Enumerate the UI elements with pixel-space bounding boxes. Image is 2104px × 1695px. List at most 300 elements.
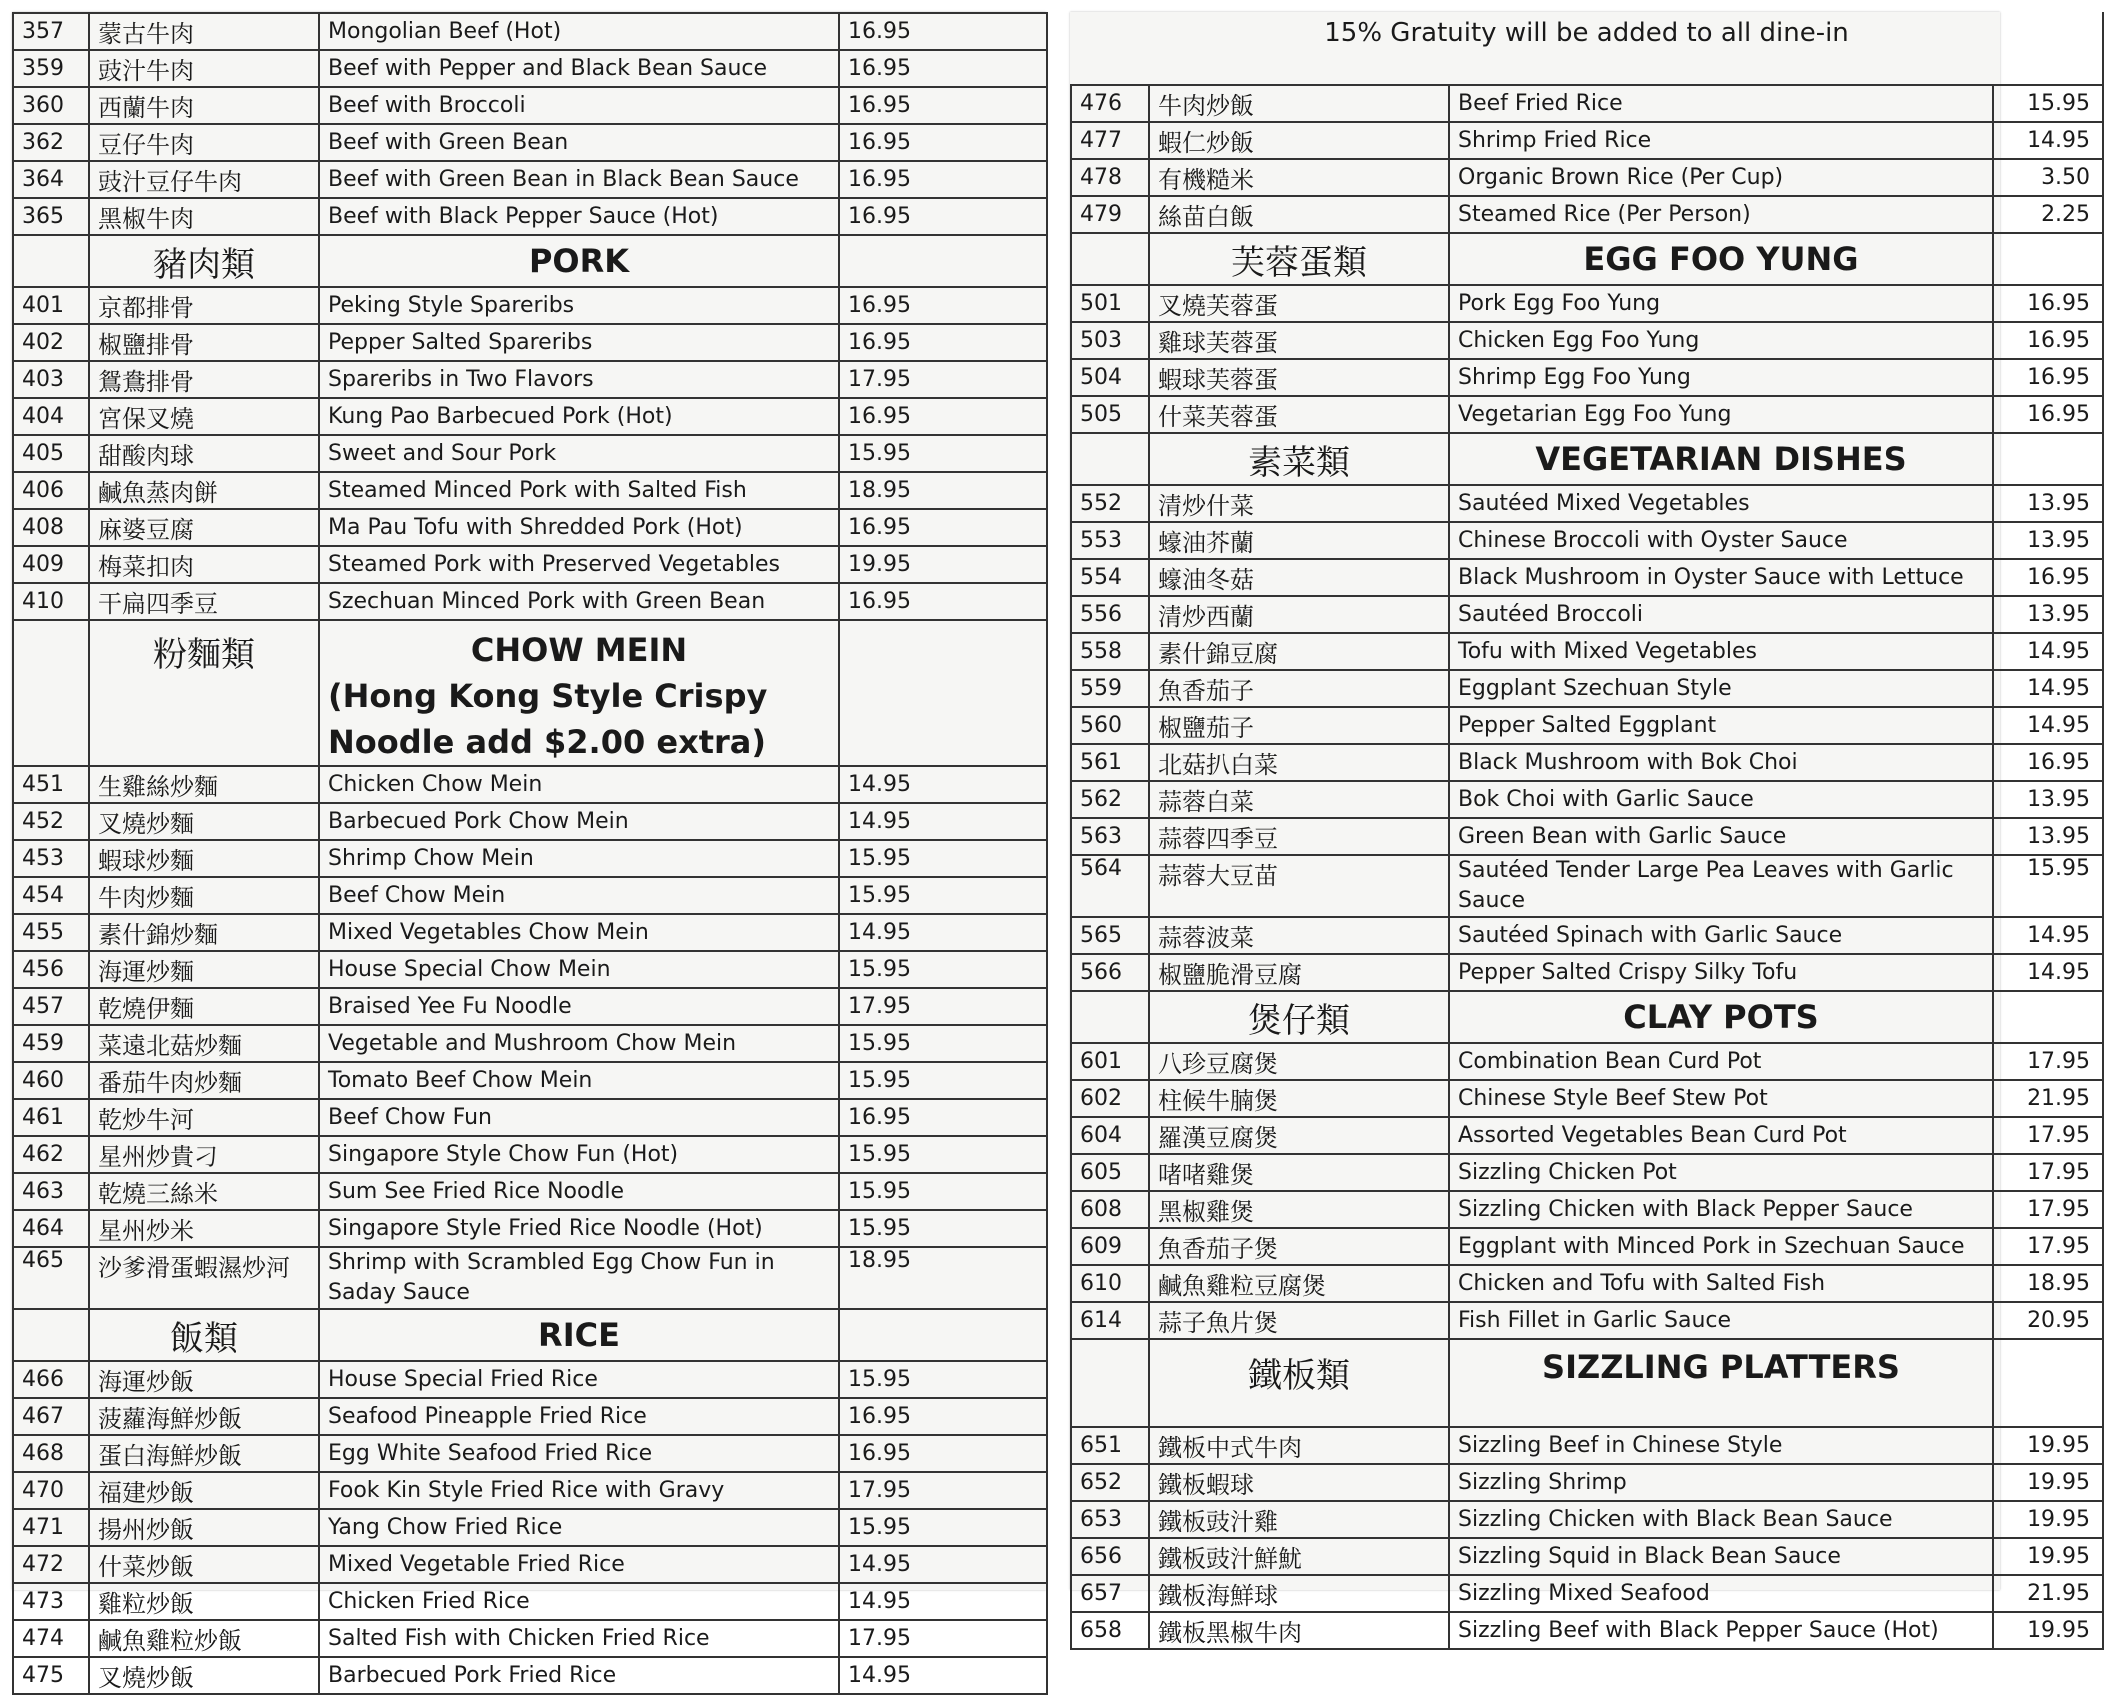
menu-item-row bbox=[1071, 322, 2103, 359]
menu-item-row bbox=[1071, 1612, 2103, 1649]
item-price: 16.95 bbox=[1993, 744, 2103, 781]
item-chinese-name: 鐵板豉汁雞 bbox=[1149, 1501, 1449, 1538]
section-header-blank bbox=[1993, 433, 2103, 485]
menu-item-row bbox=[1071, 1191, 2103, 1228]
item-english-name: Mixed Vegetables Chow Mein bbox=[319, 914, 839, 951]
item-english-name: Mongolian Beef (Hot) bbox=[319, 13, 839, 50]
item-number: 455 bbox=[13, 914, 89, 951]
menu-item-row bbox=[1071, 1043, 2103, 1080]
item-english-name: Sautéed Mixed Vegetables bbox=[1449, 485, 1993, 522]
item-number: 479 bbox=[1071, 196, 1149, 233]
item-price: 17.95 bbox=[839, 1472, 1047, 1509]
item-number: 471 bbox=[13, 1509, 89, 1546]
item-number: 473 bbox=[13, 1583, 89, 1620]
menu-item-row bbox=[1071, 707, 2103, 744]
item-chinese-name: 素什錦豆腐 bbox=[1149, 633, 1449, 670]
section-heading-note: (Hong Kong Style Crispy Noodle add $2.00 extra) bbox=[328, 677, 768, 761]
item-price: 16.95 bbox=[839, 1398, 1047, 1435]
section-heading-english bbox=[1449, 433, 1993, 485]
item-number: 601 bbox=[1071, 1043, 1149, 1080]
item-number: 658 bbox=[1071, 1612, 1149, 1649]
item-price: 16.95 bbox=[839, 124, 1047, 161]
item-english-name: Shrimp Chow Mein bbox=[319, 840, 839, 877]
item-price: 16.95 bbox=[839, 1099, 1047, 1136]
menu-item-row bbox=[1071, 596, 2103, 633]
section-heading-title: CHOW MEIN bbox=[470, 631, 688, 669]
item-price: 15.95 bbox=[839, 435, 1047, 472]
item-english-name: Braised Yee Fu Noodle bbox=[319, 988, 839, 1025]
item-chinese-name: 沙爹滑蛋蝦濕炒河 bbox=[89, 1247, 319, 1309]
menu-item-row bbox=[13, 546, 1047, 583]
item-english-name: Eggplant with Minced Pork in Szechuan Sauce bbox=[1449, 1228, 1993, 1265]
menu-item-row bbox=[13, 766, 1047, 803]
menu-item-row bbox=[1071, 1575, 2103, 1612]
menu-item-row bbox=[13, 1136, 1047, 1173]
item-number: 405 bbox=[13, 435, 89, 472]
item-english-name: Pork Egg Foo Yung bbox=[1449, 285, 1993, 322]
menu-item-row bbox=[1071, 1228, 2103, 1265]
item-english-name: Vegetarian Egg Foo Yung bbox=[1449, 396, 1993, 433]
menu-item-row bbox=[13, 361, 1047, 398]
item-number: 503 bbox=[1071, 322, 1149, 359]
section-heading-title: CLAY POTS bbox=[1623, 998, 1819, 1036]
gratuity-row bbox=[1071, 12, 2103, 85]
item-price: 21.95 bbox=[1993, 1575, 2103, 1612]
item-price: 18.95 bbox=[839, 1247, 1047, 1309]
item-english-name: Beef with Pepper and Black Bean Sauce bbox=[319, 50, 839, 87]
menu-table-left bbox=[12, 12, 1048, 1695]
item-english-name: Sizzling Mixed Seafood bbox=[1449, 1575, 1993, 1612]
item-price: 17.95 bbox=[839, 1620, 1047, 1657]
item-price: 15.95 bbox=[839, 1136, 1047, 1173]
menu-item-row bbox=[1071, 744, 2103, 781]
item-number: 552 bbox=[1071, 485, 1149, 522]
section-header-blank bbox=[1993, 1339, 2103, 1427]
item-price: 16.95 bbox=[839, 13, 1047, 50]
item-english-name: Steamed Rice (Per Person) bbox=[1449, 196, 1993, 233]
item-chinese-name: 絲苗白飯 bbox=[1149, 196, 1449, 233]
menu-item-row bbox=[13, 1657, 1047, 1694]
item-english-name: Combination Bean Curd Pot bbox=[1449, 1043, 1993, 1080]
menu-item-row bbox=[1071, 122, 2103, 159]
menu-item-row bbox=[1071, 1080, 2103, 1117]
item-english-name: Fish Fillet in Garlic Sauce bbox=[1449, 1302, 1993, 1339]
menu-page-right bbox=[1070, 12, 2091, 1647]
item-chinese-name: 蠔油芥蘭 bbox=[1149, 522, 1449, 559]
item-english-name: Spareribs in Two Flavors bbox=[319, 361, 839, 398]
item-price: 19.95 bbox=[1993, 1612, 2103, 1649]
item-chinese-name: 西蘭牛肉 bbox=[89, 87, 319, 124]
item-chinese-name: 雞粒炒飯 bbox=[89, 1583, 319, 1620]
item-price: 13.95 bbox=[1993, 818, 2103, 855]
menu-item-row bbox=[13, 1210, 1047, 1247]
item-number: 558 bbox=[1071, 633, 1149, 670]
menu-item-row bbox=[13, 13, 1047, 50]
item-price: 14.95 bbox=[1993, 633, 2103, 670]
section-header-blank bbox=[13, 1309, 89, 1361]
item-price: 14.95 bbox=[839, 1657, 1047, 1694]
item-english-name: Sizzling Squid in Black Bean Sauce bbox=[1449, 1538, 1993, 1575]
item-chinese-name: 啫啫雞煲 bbox=[1149, 1154, 1449, 1191]
item-chinese-name: 叉燒芙蓉蛋 bbox=[1149, 285, 1449, 322]
item-price: 16.95 bbox=[1993, 559, 2103, 596]
item-number: 409 bbox=[13, 546, 89, 583]
item-chinese-name: 鐵板豉汁鮮魷 bbox=[1149, 1538, 1449, 1575]
section-heading-title: PORK bbox=[528, 242, 630, 280]
menu-item-row bbox=[1071, 196, 2103, 233]
menu-item-row bbox=[1071, 1427, 2103, 1464]
item-price: 19.95 bbox=[839, 546, 1047, 583]
item-number: 402 bbox=[13, 324, 89, 361]
menu-item-row bbox=[13, 1583, 1047, 1620]
item-price: 16.95 bbox=[1993, 396, 2103, 433]
item-number: 403 bbox=[13, 361, 89, 398]
item-number: 404 bbox=[13, 398, 89, 435]
item-chinese-name: 宮保叉燒 bbox=[89, 398, 319, 435]
section-heading-chinese: 煲仔類 bbox=[1149, 991, 1449, 1043]
item-english-name: Beef with Black Pepper Sauce (Hot) bbox=[319, 198, 839, 235]
menu-item-row bbox=[1071, 917, 2103, 954]
item-chinese-name: 椒鹽排骨 bbox=[89, 324, 319, 361]
item-english-name: Eggplant Szechuan Style bbox=[1449, 670, 1993, 707]
item-price: 15.95 bbox=[839, 951, 1047, 988]
item-number: 364 bbox=[13, 161, 89, 198]
item-english-name: Chicken and Tofu with Salted Fish bbox=[1449, 1265, 1993, 1302]
item-chinese-name: 蒜蓉波菜 bbox=[1149, 917, 1449, 954]
section-header-row bbox=[13, 1309, 1047, 1361]
item-chinese-name: 椒鹽茄子 bbox=[1149, 707, 1449, 744]
item-price: 14.95 bbox=[1993, 954, 2103, 991]
item-price: 14.95 bbox=[1993, 707, 2103, 744]
menu-item-row bbox=[1071, 159, 2103, 196]
item-number: 408 bbox=[13, 509, 89, 546]
menu-item-row bbox=[13, 914, 1047, 951]
section-header-blank bbox=[13, 620, 89, 766]
item-chinese-name: 鐵板黑椒牛肉 bbox=[1149, 1612, 1449, 1649]
item-chinese-name: 干扁四季豆 bbox=[89, 583, 319, 620]
item-english-name: Black Mushroom in Oyster Sauce with Lettuce bbox=[1449, 559, 1993, 596]
item-number: 462 bbox=[13, 1136, 89, 1173]
item-chinese-name: 星州炒米 bbox=[89, 1210, 319, 1247]
menu-page-left bbox=[12, 12, 1046, 1692]
item-english-name: Pepper Salted Eggplant bbox=[1449, 707, 1993, 744]
menu-item-row bbox=[13, 509, 1047, 546]
item-price: 17.95 bbox=[1993, 1117, 2103, 1154]
item-number: 614 bbox=[1071, 1302, 1149, 1339]
item-number: 365 bbox=[13, 198, 89, 235]
item-price: 17.95 bbox=[1993, 1228, 2103, 1265]
menu-item-row bbox=[13, 87, 1047, 124]
item-number: 465 bbox=[13, 1247, 89, 1309]
item-number: 454 bbox=[13, 877, 89, 914]
item-number: 652 bbox=[1071, 1464, 1149, 1501]
menu-item-row bbox=[13, 1435, 1047, 1472]
item-number: 609 bbox=[1071, 1228, 1149, 1265]
section-header-blank bbox=[1993, 991, 2103, 1043]
item-chinese-name: 海運炒飯 bbox=[89, 1361, 319, 1398]
menu-item-row bbox=[13, 472, 1047, 509]
item-chinese-name: 蒜蓉白菜 bbox=[1149, 781, 1449, 818]
item-number: 401 bbox=[13, 287, 89, 324]
item-english-name: Green Bean with Garlic Sauce bbox=[1449, 818, 1993, 855]
item-chinese-name: 蛋白海鮮炒飯 bbox=[89, 1435, 319, 1472]
item-chinese-name: 蒜子魚片煲 bbox=[1149, 1302, 1449, 1339]
section-header-row bbox=[13, 620, 1047, 766]
menu-item-row bbox=[13, 1546, 1047, 1583]
item-price: 15.95 bbox=[1993, 855, 2103, 917]
item-number: 605 bbox=[1071, 1154, 1149, 1191]
item-number: 477 bbox=[1071, 122, 1149, 159]
item-chinese-name: 有機糙米 bbox=[1149, 159, 1449, 196]
item-chinese-name: 福建炒飯 bbox=[89, 1472, 319, 1509]
section-header-blank bbox=[839, 620, 1047, 766]
item-number: 472 bbox=[13, 1546, 89, 1583]
item-english-name: Chicken Fried Rice bbox=[319, 1583, 839, 1620]
item-number: 651 bbox=[1071, 1427, 1149, 1464]
item-number: 474 bbox=[13, 1620, 89, 1657]
menu-item-row bbox=[1071, 633, 2103, 670]
item-number: 451 bbox=[13, 766, 89, 803]
item-english-name: Sautéed Spinach with Garlic Sauce bbox=[1449, 917, 1993, 954]
item-chinese-name: 蝦仁炒飯 bbox=[1149, 122, 1449, 159]
menu-item-row bbox=[1071, 85, 2103, 122]
menu-item-row bbox=[13, 840, 1047, 877]
gratuity-note: 15% Gratuity will be added to all dine-in bbox=[1071, 12, 2103, 85]
item-english-name: Kung Pao Barbecued Pork (Hot) bbox=[319, 398, 839, 435]
item-chinese-name: 叉燒炒飯 bbox=[89, 1657, 319, 1694]
item-english-name: Chinese Broccoli with Oyster Sauce bbox=[1449, 522, 1993, 559]
item-english-name: Shrimp with Scrambled Egg Chow Fun in Saday Sauce bbox=[319, 1247, 839, 1309]
item-chinese-name: 乾炒牛河 bbox=[89, 1099, 319, 1136]
item-price: 15.95 bbox=[839, 877, 1047, 914]
section-header-row bbox=[1071, 433, 2103, 485]
item-number: 468 bbox=[13, 1435, 89, 1472]
section-header-row bbox=[1071, 1339, 2103, 1427]
item-chinese-name: 海運炒麵 bbox=[89, 951, 319, 988]
item-price: 16.95 bbox=[839, 287, 1047, 324]
item-number: 463 bbox=[13, 1173, 89, 1210]
item-number: 461 bbox=[13, 1099, 89, 1136]
item-english-name: Pepper Salted Spareribs bbox=[319, 324, 839, 361]
item-chinese-name: 柱候牛腩煲 bbox=[1149, 1080, 1449, 1117]
item-english-name: Beef Chow Mein bbox=[319, 877, 839, 914]
menu-item-row bbox=[1071, 954, 2103, 991]
menu-item-row bbox=[13, 50, 1047, 87]
menu-item-row bbox=[13, 435, 1047, 472]
item-price: 13.95 bbox=[1993, 522, 2103, 559]
item-english-name: Barbecued Pork Fried Rice bbox=[319, 1657, 839, 1694]
item-chinese-name: 乾燒伊麵 bbox=[89, 988, 319, 1025]
item-number: 357 bbox=[13, 13, 89, 50]
item-price: 2.25 bbox=[1993, 196, 2103, 233]
menu-item-row bbox=[1071, 855, 2103, 917]
item-price: 15.95 bbox=[839, 1361, 1047, 1398]
item-price: 20.95 bbox=[1993, 1302, 2103, 1339]
item-chinese-name: 番茄牛肉炒麵 bbox=[89, 1062, 319, 1099]
menu-item-row bbox=[13, 124, 1047, 161]
section-heading-chinese: 豬肉類 bbox=[89, 235, 319, 287]
item-number: 475 bbox=[13, 1657, 89, 1694]
menu-item-row bbox=[13, 161, 1047, 198]
item-price: 16.95 bbox=[839, 398, 1047, 435]
menu-item-row bbox=[13, 1099, 1047, 1136]
section-heading-chinese: 芙蓉蛋類 bbox=[1149, 233, 1449, 285]
menu-item-row bbox=[1071, 559, 2103, 596]
item-number: 566 bbox=[1071, 954, 1149, 991]
item-price: 21.95 bbox=[1993, 1080, 2103, 1117]
item-english-name: Shrimp Fried Rice bbox=[1449, 122, 1993, 159]
item-price: 14.95 bbox=[839, 803, 1047, 840]
item-number: 602 bbox=[1071, 1080, 1149, 1117]
item-chinese-name: 蝦球芙蓉蛋 bbox=[1149, 359, 1449, 396]
item-number: 410 bbox=[13, 583, 89, 620]
item-english-name: Mixed Vegetable Fried Rice bbox=[319, 1546, 839, 1583]
item-english-name: Beef with Green Bean bbox=[319, 124, 839, 161]
item-price: 16.95 bbox=[839, 583, 1047, 620]
section-header-row bbox=[1071, 233, 2103, 285]
menu-item-row bbox=[13, 198, 1047, 235]
item-price: 14.95 bbox=[839, 1583, 1047, 1620]
menu-item-row bbox=[1071, 818, 2103, 855]
menu-item-row bbox=[13, 1509, 1047, 1546]
item-chinese-name: 魚香茄子 bbox=[1149, 670, 1449, 707]
item-english-name: Black Mushroom with Bok Choi bbox=[1449, 744, 1993, 781]
item-chinese-name: 什菜芙蓉蛋 bbox=[1149, 396, 1449, 433]
item-chinese-name: 蒜蓉大豆苗 bbox=[1149, 855, 1449, 917]
section-heading-chinese: 飯類 bbox=[89, 1309, 319, 1361]
item-english-name: Beef with Green Bean in Black Bean Sauce bbox=[319, 161, 839, 198]
item-english-name: Sizzling Beef with Black Pepper Sauce (Hot) bbox=[1449, 1612, 1993, 1649]
section-heading-english bbox=[1449, 233, 1993, 285]
item-chinese-name: 叉燒炒麵 bbox=[89, 803, 319, 840]
item-price: 13.95 bbox=[1993, 596, 2103, 633]
item-english-name: Vegetable and Mushroom Chow Mein bbox=[319, 1025, 839, 1062]
section-header-blank bbox=[1071, 433, 1149, 485]
menu-item-row bbox=[1071, 1501, 2103, 1538]
item-price: 16.95 bbox=[839, 161, 1047, 198]
item-chinese-name: 牛肉炒麵 bbox=[89, 877, 319, 914]
section-heading-title: VEGETARIAN DISHES bbox=[1535, 440, 1907, 478]
item-price: 14.95 bbox=[839, 1546, 1047, 1583]
item-price: 18.95 bbox=[1993, 1265, 2103, 1302]
item-price: 15.95 bbox=[1993, 85, 2103, 122]
item-price: 18.95 bbox=[839, 472, 1047, 509]
item-number: 561 bbox=[1071, 744, 1149, 781]
item-chinese-name: 麻婆豆腐 bbox=[89, 509, 319, 546]
menu-item-row bbox=[13, 1620, 1047, 1657]
item-price: 16.95 bbox=[839, 509, 1047, 546]
item-number: 460 bbox=[13, 1062, 89, 1099]
item-number: 406 bbox=[13, 472, 89, 509]
section-header-blank bbox=[1071, 991, 1149, 1043]
item-chinese-name: 蒜蓉四季豆 bbox=[1149, 818, 1449, 855]
item-chinese-name: 鹹魚蒸肉餅 bbox=[89, 472, 319, 509]
item-english-name: Singapore Style Fried Rice Noodle (Hot) bbox=[319, 1210, 839, 1247]
item-english-name: Chicken Egg Foo Yung bbox=[1449, 322, 1993, 359]
item-number: 505 bbox=[1071, 396, 1149, 433]
item-number: 359 bbox=[13, 50, 89, 87]
item-english-name: Peking Style Spareribs bbox=[319, 287, 839, 324]
item-price: 13.95 bbox=[1993, 485, 2103, 522]
item-chinese-name: 梅菜扣肉 bbox=[89, 546, 319, 583]
item-price: 19.95 bbox=[1993, 1501, 2103, 1538]
item-english-name: Beef Chow Fun bbox=[319, 1099, 839, 1136]
item-price: 17.95 bbox=[1993, 1154, 2103, 1191]
item-number: 564 bbox=[1071, 855, 1149, 917]
item-chinese-name: 羅漢豆腐煲 bbox=[1149, 1117, 1449, 1154]
section-heading-english bbox=[319, 620, 839, 766]
item-price: 19.95 bbox=[1993, 1538, 2103, 1575]
menu-item-row bbox=[1071, 285, 2103, 322]
item-english-name: Steamed Minced Pork with Salted Fish bbox=[319, 472, 839, 509]
item-english-name: Assorted Vegetables Bean Curd Pot bbox=[1449, 1117, 1993, 1154]
menu-item-row bbox=[1071, 485, 2103, 522]
menu-item-row bbox=[13, 803, 1047, 840]
item-chinese-name: 黑椒雞煲 bbox=[1149, 1191, 1449, 1228]
item-chinese-name: 鴛鴦排骨 bbox=[89, 361, 319, 398]
item-number: 657 bbox=[1071, 1575, 1149, 1612]
menu-item-row bbox=[13, 1247, 1047, 1309]
item-chinese-name: 鐵板蝦球 bbox=[1149, 1464, 1449, 1501]
menu-item-row bbox=[13, 877, 1047, 914]
item-number: 464 bbox=[13, 1210, 89, 1247]
menu-item-row bbox=[13, 1472, 1047, 1509]
item-number: 604 bbox=[1071, 1117, 1149, 1154]
item-price: 15.95 bbox=[839, 1173, 1047, 1210]
item-english-name: Barbecued Pork Chow Mein bbox=[319, 803, 839, 840]
menu-table-right bbox=[1070, 12, 2104, 1650]
item-chinese-name: 蠔油冬菇 bbox=[1149, 559, 1449, 596]
item-price: 16.95 bbox=[1993, 285, 2103, 322]
item-price: 16.95 bbox=[839, 198, 1047, 235]
section-header-blank bbox=[1071, 1339, 1149, 1427]
item-english-name: Ma Pau Tofu with Shredded Pork (Hot) bbox=[319, 509, 839, 546]
item-number: 656 bbox=[1071, 1538, 1149, 1575]
item-number: 453 bbox=[13, 840, 89, 877]
menu-item-row bbox=[13, 1398, 1047, 1435]
item-price: 17.95 bbox=[1993, 1191, 2103, 1228]
menu-item-row bbox=[13, 1025, 1047, 1062]
item-number: 653 bbox=[1071, 1501, 1149, 1538]
menu-item-row bbox=[13, 398, 1047, 435]
item-english-name: Salted Fish with Chicken Fried Rice bbox=[319, 1620, 839, 1657]
item-english-name: Sweet and Sour Pork bbox=[319, 435, 839, 472]
item-number: 501 bbox=[1071, 285, 1149, 322]
item-number: 457 bbox=[13, 988, 89, 1025]
item-price: 15.95 bbox=[839, 1062, 1047, 1099]
item-price: 17.95 bbox=[839, 361, 1047, 398]
item-chinese-name: 生雞絲炒麵 bbox=[89, 766, 319, 803]
item-english-name: Szechuan Minced Pork with Green Bean bbox=[319, 583, 839, 620]
item-english-name: Sizzling Beef in Chinese Style bbox=[1449, 1427, 1993, 1464]
item-price: 14.95 bbox=[1993, 670, 2103, 707]
item-chinese-name: 牛肉炒飯 bbox=[1149, 85, 1449, 122]
item-price: 14.95 bbox=[839, 766, 1047, 803]
menu-item-row bbox=[1071, 781, 2103, 818]
item-chinese-name: 乾燒三絲米 bbox=[89, 1173, 319, 1210]
item-number: 456 bbox=[13, 951, 89, 988]
item-chinese-name: 魚香茄子煲 bbox=[1149, 1228, 1449, 1265]
menu-item-row bbox=[1071, 1464, 2103, 1501]
item-chinese-name: 京都排骨 bbox=[89, 287, 319, 324]
item-english-name: Seafood Pineapple Fried Rice bbox=[319, 1398, 839, 1435]
section-header-row bbox=[13, 235, 1047, 287]
menu-item-row bbox=[1071, 1538, 2103, 1575]
item-english-name: Beef Fried Rice bbox=[1449, 85, 1993, 122]
section-heading-title: EGG FOO YUNG bbox=[1583, 240, 1859, 278]
section-header-blank bbox=[1071, 233, 1149, 285]
item-chinese-name: 雞球芙蓉蛋 bbox=[1149, 322, 1449, 359]
